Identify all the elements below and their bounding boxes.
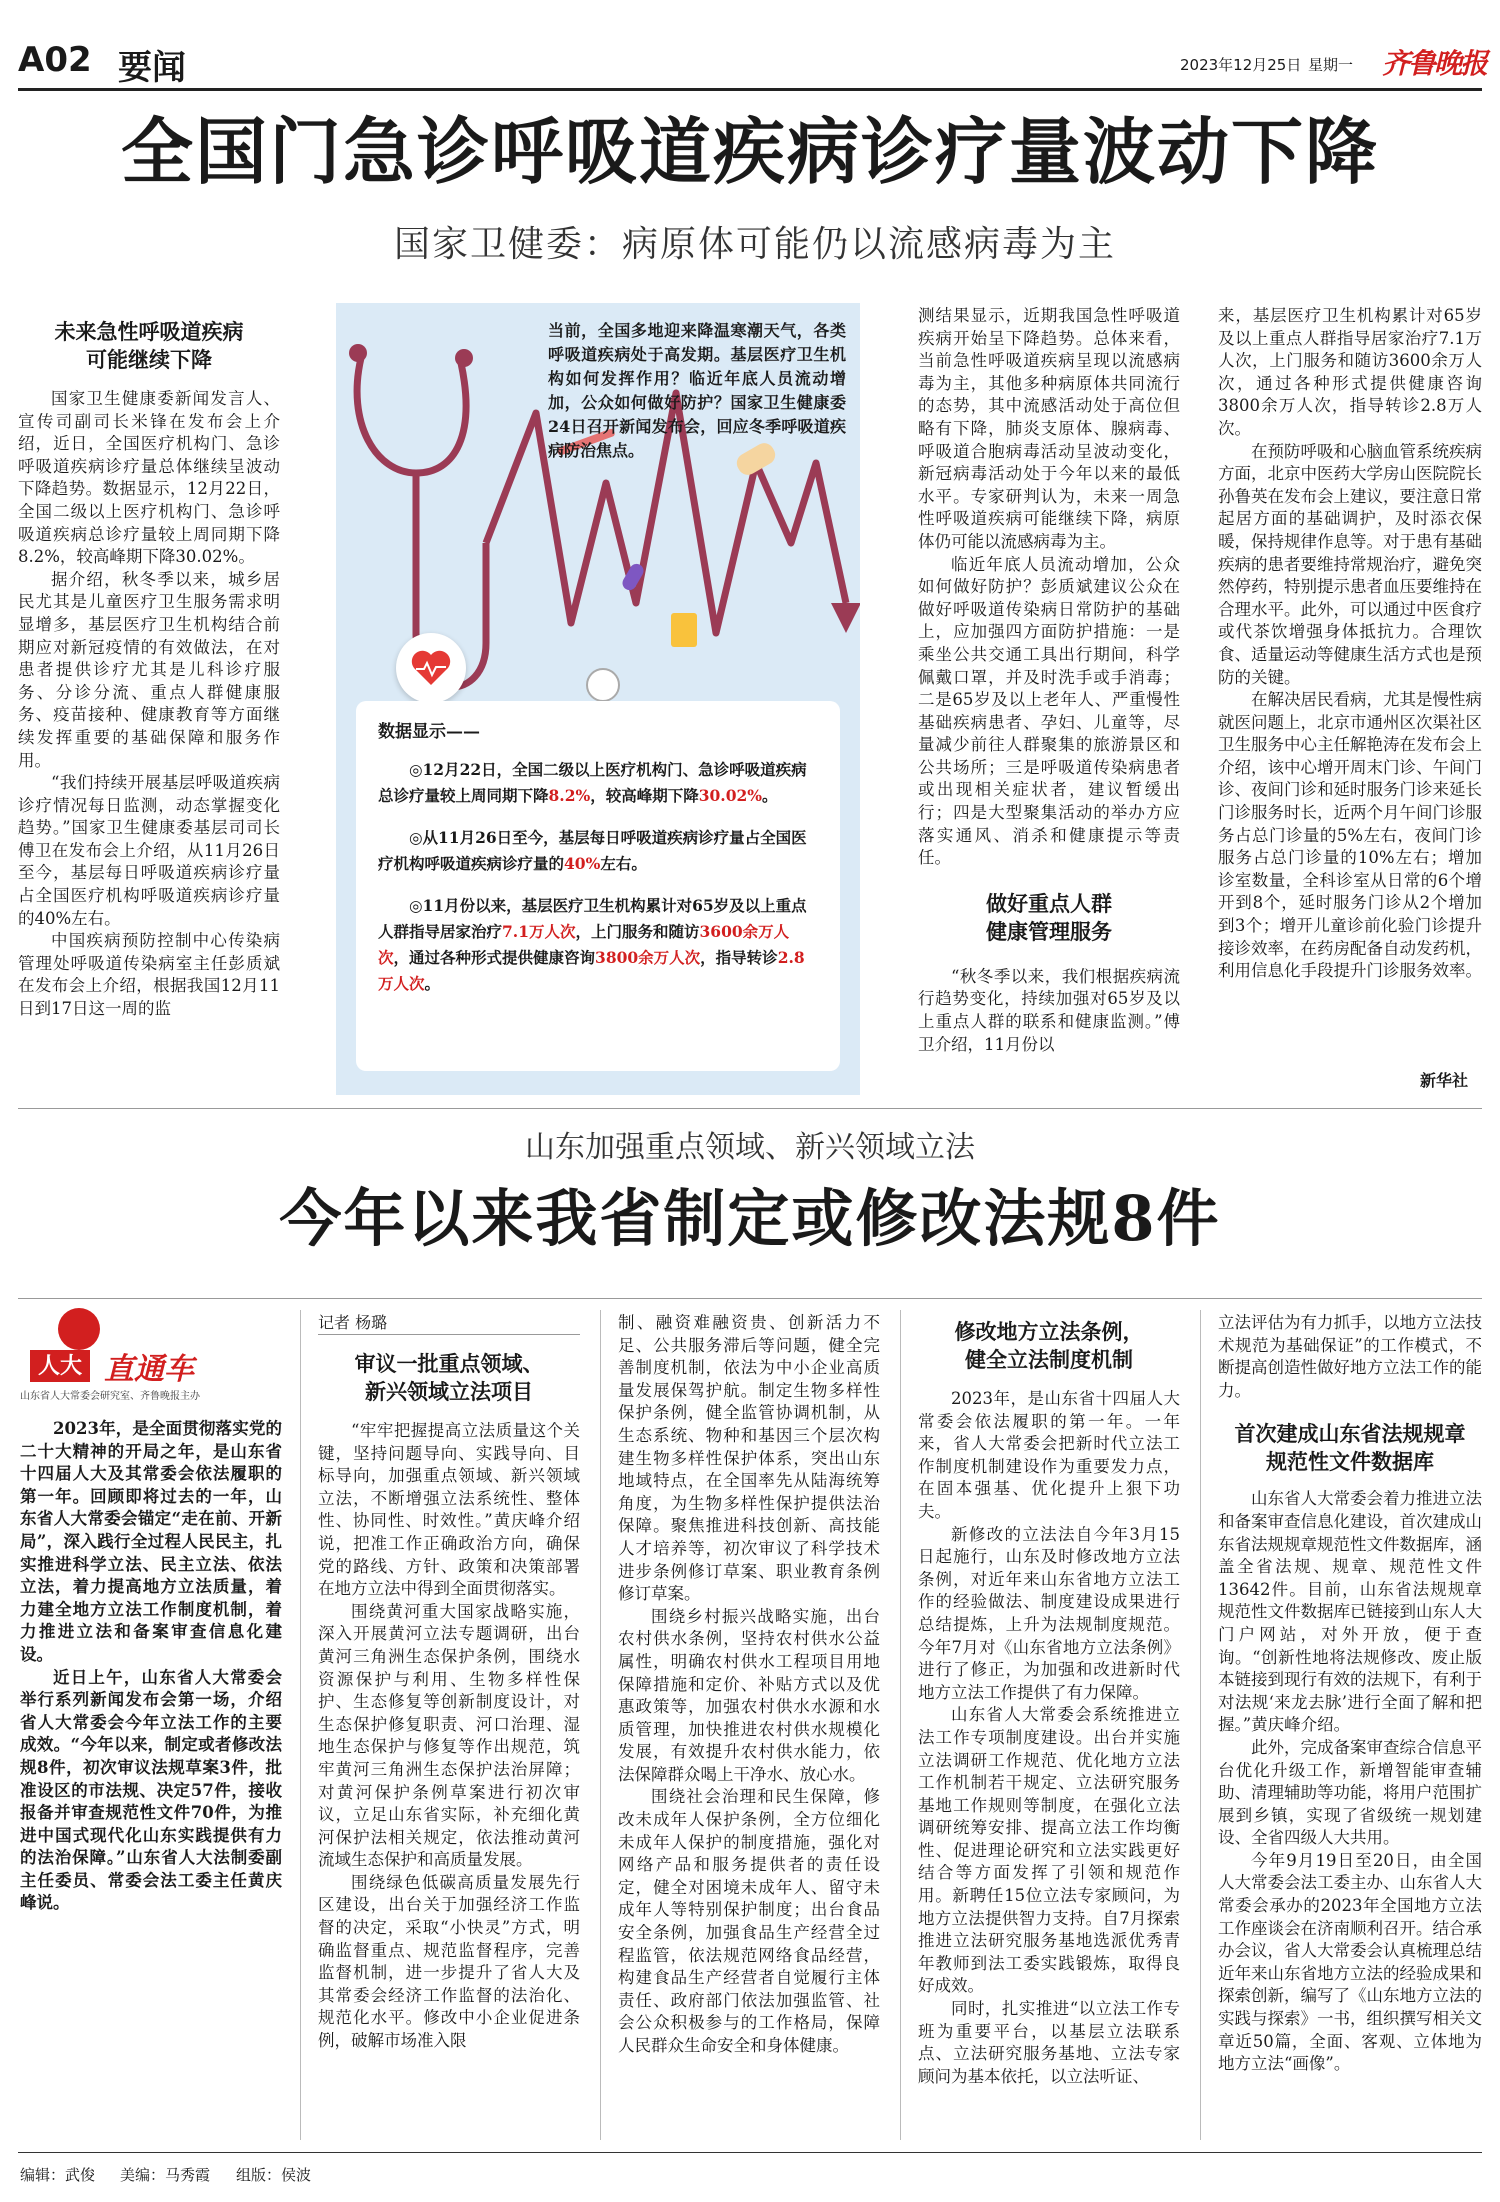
paragraph: “我们持续开展基层呼吸道疾病诊疗情况每日监测，动态掌握变化趋势。”国家卫生健康委基层司司长傅卫在发布会上介绍，从11月26日至今，基层每日呼吸道疾病诊疗量占全国医疗机构呼吸道疾病诊疗量的40%左右。 <box>18 773 280 928</box>
reporter-rule <box>318 1334 580 1335</box>
data-box <box>356 701 840 1071</box>
paragraph: 立法评估为有力抓手，以地方立法技术规范为基础保证”的工作模式，不断提高创造性做好地方立法工作的能力。 <box>1218 1313 1482 1400</box>
paragraph: 围绕黄河重大国家战略实施，深入开展黄河立法专题调研，出台黄河三角洲生态保护条例，围绕水资源保护与利用、生物多样性保护、生态修复等创新制度设计，对生态保护修复职责、河口治理、湿地生态保护与修复等作出规范，筑牢黄河三角洲生态保护法治屏障；对黄河保护条例草案进行初次审议，立足山东省实际，补充细化黄河保护法相关规定，依法推动黄河流域生态保护和高质量发展。 <box>318 1601 580 1870</box>
paragraph: “秋冬季以来，我们根据疾病流行趋势变化，持续加强对65岁及以上重点人群的联系和健康监测。”傅卫介绍，11月份以 <box>918 966 1180 1054</box>
headline-1: 全国门急诊呼吸道疾病诊疗量波动下降 <box>120 110 1379 194</box>
heart-icon <box>396 633 466 703</box>
intro-text: 当前，全国多地迎来降温寒潮天气，各类呼吸道疾病处于高发期。基层医疗卫生机构如何发挥作用？临近年底人员流动增加，公众如何做好防护？国家卫生健康委24日召开新闻发布会，回应冬季呼吸道疾病防治焦点。 <box>548 321 846 460</box>
paragraph: 临近年底人员流动增加，公众如何做好防护？彭质斌建议公众在做好呼吸道传染病日常防护的基础上，应加强四方面防护措施：一是乘坐公共交通工具出行期间，科学佩戴口罩，并及时洗手或手消毒；二是65岁及以上老年人、严重慢性基础疾病患者、孕妇、儿童等，尽量减少前往人群聚集的旅游景区和公共场所；三是呼吸道传染病患者或出现相关症状者，建议暂缓出行；四是大型聚集活动的举办方应落实通风、消杀和健康提示等责任。 <box>918 554 1180 868</box>
story2-column-4 <box>918 1318 1180 2133</box>
issue-date: 2023年12月25日 <box>1180 56 1302 74</box>
paragraph: 围绕社会治理和民生保障，修改未成年人保护条例，全方位细化未成年人保护的制度措施，强化对网络产品和服务提供者的责任设定，健全对困境未成年人、留守未成年人等特别保护制度；出台食品安全条例，加强食品生产经营全过程监管，依法规范网络食品经营，构建食品生产经营者自觉履行主体责任、政府部门依法加强监管、社会公众积极参与的工作格局，保障人民群众生命安全和身体健康。 <box>618 1787 880 2055</box>
pill-icon <box>586 668 620 702</box>
reporter-byline: 记者 杨璐 <box>318 1313 388 1332</box>
paragraph: 2023年，是山东省十四届人大常委会依法履职的第一年。一年来，省人大常委会把新时代立法工作制度机制建设作为重要发力点，在固本强基、优化提升上狠下功夫。 <box>918 1389 1180 1521</box>
story1-column-1 <box>18 318 280 1088</box>
subhead-1: 国家卫健委：病原体可能仍以流感病毒为主 <box>393 224 1116 265</box>
page-number: A02 <box>18 40 92 80</box>
paragraph: 同时，扎实推进“以立法工作专班为重要平台，以基层立法联系点、立法研究服务基地、立法专家顾问为基本依托，以立法听证、 <box>918 1999 1180 2086</box>
story2-col4-subhead: 修改地方立法条例， 健全立法制度机制 <box>954 1320 1144 1372</box>
footer-rule <box>18 2152 1482 2153</box>
paragraph: 近日上午，山东省人大常委会举行系列新闻发布会第一场，介绍省人大常委会今年立法工作的主要成效。“今年以来，制定或者修改法规8件，初次审议法规草案3件，批准设区的市法规、决定57件，接收报备并审查规范性文件70件，为推进中国式现代化山东实践提供有力的法治保障。”山东省人大法制委副主任委员、常委会法工委主任黄庆峰说。 <box>20 1667 282 1913</box>
pill-bottle-icon <box>671 613 697 647</box>
weekday: 星期一 <box>1308 56 1354 74</box>
story2-col2-subhead: 审议一批重点领域、 新兴领域立法项目 <box>354 1352 544 1404</box>
column-divider <box>600 1310 601 2140</box>
footer-editor: 编辑：武俊 <box>20 2166 96 2184</box>
column-divider <box>900 1310 901 2140</box>
logo-right: 直通车 <box>104 1352 194 1387</box>
story2-column-3 <box>618 1312 880 2137</box>
masthead-logo: 齐鲁晚报 <box>1382 47 1487 80</box>
story2-column-5 <box>1218 1312 1482 2137</box>
paragraph: 新修改的立法法自今年3月15日起施行，山东及时修改地方立法条例，对近年来山东省地方立法工作的经验做法、制度建设成果进行总结提炼，上升为法规制度规范。今年7月对《山东省地方立法条例》进行了修正，为加强和改进新时代地方立法工作提供了有力保障。 <box>918 1524 1180 1702</box>
paragraph: 围绕乡村振兴战略实施，出台农村供水条例，坚持农村供水公益属性，明确农村供水工程项目用地保障措施和定价、补贴方式以及优惠政策等，加强农村供水水源和水质管理，加快推进农村供水规模化发展，有效提升农村供水能力，依法保障群众喝上干净水、放心水。 <box>618 1606 880 1784</box>
paragraph: 在预防呼吸和心脑血管系统疾病方面，北京中医药大学房山医院院长孙鲁英在发布会上建议，要注意日常起居方面的基础调护，及时添衣保暖，保持规律作息等。对于患有基础疾病的患者要维持常规治疗，避免突然停药，特别提示患者血压要维持在合理水平。此外，可以通过中医食疗或代茶饮增强身体抵抗力。合理饮食、适量运动等健康生活方式也是预防的关键。 <box>1218 441 1482 687</box>
story2-column-2 <box>318 1350 580 2135</box>
story1-column-3 <box>1218 305 1482 1065</box>
story2-column-1 <box>20 1418 282 2138</box>
paragraph: 山东省人大常委会着力推进立法和备案审查信息化建设，首次建成山东省法规规章规范性文件数据库，涵盖全省法规、规章、规范性文件13642件。目前，山东省法规规章规范性文件数据库已链接到山东人大门户网站，对外开放，便于查询。“创新性地将法规修改、废止版本链接到现行有效的法规下，有利于对法规‘来龙去脉’进行全面了解和把握。”黄庆峰介绍。 <box>1218 1489 1482 1735</box>
paragraph: 制、融资难融资贵、创新活力不足、公共服务滞后等问题，健全完善制度机制，依法为中小企业高质量发展保驾护航。制定生物多样性保护条例，健全监管协调机制，从生态系统、物种和基因三个层次构建生物多样性保护体系，突出山东地域特点，在全国率先从陆海统筹角度，为生物多样性保护提供法治保障。聚焦推进科技创新、高技能人才培养等，初次审议了科学技术进步条例修订草案、职业教育条例修订草案。 <box>618 1313 880 1604</box>
data-item-1: ◎12月22日，全国二级以上医疗机构门、急诊呼吸道疾病总诊疗量较上周同期下降8.2%，较高峰期下降30.02%。 <box>378 760 807 805</box>
footer-art: 美编：马秀霞 <box>120 2166 211 2184</box>
paragraph: 据介绍，秋冬季以来，城乡居民尤其是儿童医疗卫生服务需求明显增多，基层医疗卫生机构结合前期应对新冠疫情的有效做法，在对患者提供诊疗尤其是儿科诊疗服务、分诊分流、重点人群健康服务、疫苗接种、健康教育等方面继续发挥重要的基础保障和服务作用。 <box>18 569 280 770</box>
data-item-3: ◎11月份以来，基层医疗卫生机构累计对65岁及以上重点人群指导居家治疗7.1万人次，上门服务和随访3600余万人次，通过各种形式提供健康咨询3800余万人次，指导转诊2.8万人次。 <box>378 896 807 993</box>
logo-caption: 山东省人大常委会研究室、齐鲁晚报主办 <box>20 1391 200 1402</box>
paragraph: 山东省人大常委会系统推进立法工作专项制度建设。出台并实施立法调研工作规范、优化地方立法工作机制若干规定、立法研究服务基地工作规则等制度，在强化立法调研统筹安排、提高立法工作均衡性、促进理论研究和立法实践更好结合等方面发挥了引领和规范作用。新聘任15位立法专家顾问，为地方立法提供智力支持。自7月探索推进立法研究服务基地选派优秀青年教师到法工委实践锻炼，取得良好成效。 <box>918 1705 1180 1996</box>
footer-proof: 组版：侯波 <box>236 2166 312 2184</box>
paragraph: 今年9月19日至20日，由全国人大常委会法工委主办、山东省人大常委会承办的2023年全国地方立法工作座谈会在济南顺利召开。结合承办会议，省人大常委会认真梳理总结近年来山东省地方立法的经验成果和探索创新，编写了《山东地方立法的实践与探索》一书，组织撰写相关文章近50篇，全面、客观、立体地为地方立法“画像”。 <box>1218 1850 1482 2074</box>
infographic <box>336 303 860 1095</box>
paragraph: 来，基层医疗卫生机构累计对65岁及以上重点人群指导居家治疗7.1万人次，上门服务和随访3600余万人次，通过各种形式提供健康咨询3800余万人次，指导转诊2.8万人次。 <box>1218 306 1482 438</box>
story2-col5-subhead: 首次建成山东省法规规章 规范性文件数据库 <box>1234 1422 1466 1475</box>
paragraph: 中国疾病预防控制中心传染病管理处呼吸道传染病室主任彭质斌在发布会上介绍，根据我国12月11日到17日这一周的监 <box>18 931 280 1019</box>
byline-xinhua: 新华社 <box>1420 1071 1469 1090</box>
header-rule <box>18 88 1482 91</box>
story1-col1-subhead: 未来急性呼吸道疾病 可能继续下降 <box>54 320 244 372</box>
data-item-2: ◎从11月26日至今，基层每日呼吸道疾病诊疗量占全国医疗机构呼吸道疾病诊疗量的40%左右。 <box>378 828 807 873</box>
paragraph: “牢牢把握提高立法质量这个关键，坚持问题导向、实践导向、目标导向，加强重点领域、新兴领域立法，不断增强立法系统性、整体性、协同性、时效性。”黄庆峰介绍说，把准工作正确政治方向，确保党的路线、方针、政策和决策部署在地方立法中得到全面贯彻落实。 <box>318 1421 580 1599</box>
story2-rule <box>18 1298 1482 1299</box>
paragraph: 此外，完成备案审查综合信息平台优化升级工作，新增智能审查辅助、清理辅助等功能，将用户范围扩展到乡镇，实现了省级统一规划建设、全省四级人大共用。 <box>1218 1737 1482 1848</box>
headline-2: 今年以来我省制定或修改法规8件 <box>279 1182 1221 1255</box>
paragraph: 国家卫生健康委新闻发言人、宣传司副司长米锋在发布会上介绍，近日，全国医疗机构门、急诊呼吸道疾病诊疗量总体继续呈波动下降趋势。数据显示，12月22日，全国二级以上医疗机构门、急诊呼吸道疾病总诊疗量较上周同期下降8.2%，较高峰期下降30.02%。 <box>18 389 280 567</box>
data-box-title: 数据显示—— <box>378 722 480 742</box>
emblem-icon <box>58 1308 100 1350</box>
kicker-2: 山东加强重点领域、新兴领域立法 <box>525 1130 975 1165</box>
section-name: 要闻 <box>118 48 186 88</box>
paragraph: 2023年，是全面贯彻落实党的二十大精神的开局之年，是山东省十四届人大及其常委会依法履职的第一年。回顾即将过去的一年，山东省人大常委会锚定“走在前、开新局”，深入践行全过程人民民主，扎实推进科学立法、民主立法、依法立法，着力提高地方立法质量，着力建全地方立法工作制度机制，着力推进立法和备案审查信息化建设。 <box>20 1419 282 1664</box>
paragraph: 在解决居民看病，尤其是慢性病就医问题上，北京市通州区次渠社区卫生服务中心主任解艳涛在发布会上介绍，该中心增开周末门诊、午间门诊、夜间门诊和延时服务门诊来延长门诊服务时长，近两个月午间门诊服务占总门诊量的5%左右，夜间门诊服务占总门诊量的10%左右；增加诊室数量，全科诊室从日常的6个增开到8个，延时服务门诊从2个增加到3个；增开儿童诊前化验门诊提升接诊效率，在药房配备自动发药机，利用信息化手段提升门诊服务效率。 <box>1218 690 1482 981</box>
story1-col2-subhead: 做好重点人群 健康管理服务 <box>986 891 1112 944</box>
story1-column-2 <box>918 305 1180 1095</box>
logo-left: 人大 <box>30 1350 90 1382</box>
column-divider <box>1200 1310 1201 2140</box>
paragraph: 围绕绿色低碳高质量发展先行区建设，出台关于加强经济工作监督的决定，采取“小快灵”方式，明确监督重点、规范监督程序，完善监督机制，进一步提升了省人大及其常委会经济工作监督的法治化、规范化水平。修改中小企业促进条例，破解市场准入限 <box>318 1872 580 2051</box>
column-divider <box>300 1310 301 2140</box>
npc-column-logo <box>20 1308 285 1388</box>
paragraph: 测结果显示，近期我国急性呼吸道疾病开始呈下降趋势。总体来看，当前急性呼吸道疾病呈现以流感病毒为主，其他多种病原体共同流行的态势，其中流感活动处于高位但略有下降，肺炎支原体、腺病毒、呼吸道合胞病毒活动呈波动变化，新冠病毒活动处于今年以来的最低水平。专家研判认为，未来一周急性呼吸道疾病可能继续下降，病原体仍可能以流感病毒为主。 <box>918 306 1180 551</box>
story-divider <box>18 1108 1482 1109</box>
